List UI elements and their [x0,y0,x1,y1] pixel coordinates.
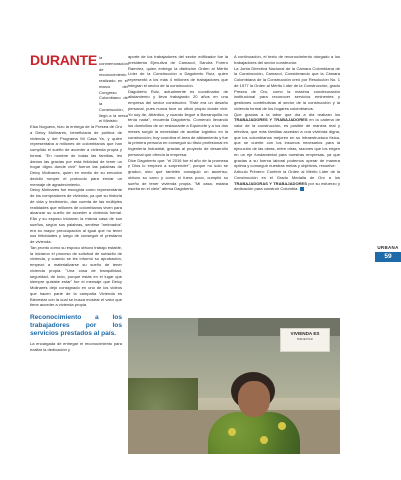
article-photo [128,318,340,454]
lead-text: la conmemoración de reconocimiento realizado en el marco del Congreso Colombiano de la Construcción, llegó a la mesa el Ministro [99,55,128,124]
photo-flower [278,422,286,430]
paragraph: Tan pronto como su esposo obtuvo trabajo estable, la iniciaron el proceso de solicitud de subsidio de vivienda, y cuando se les informó su aprobación, empezó a materializarse su sueño de tener vivienda propia. "Una cosa de tranquilidad, seguridad, de todo, porque estás en el lugar que siempre quisiste estar" fue el mensaje que Deicy Molinares dejó consignado en uno de los videos que hacen parte de la campaña Vivienda es Bienestar con la cual se busca mostrar el valor que tiene acceder a vivienda propia. [30,244,122,308]
photo-flower [228,428,236,436]
article-column-2 [128,54,228,192]
text-run: por su esfuerzo y dedicación para construir Colombia. [234,180,340,192]
paragraph: Dagoberto Ruiz, actualmente es coordinador de alistamiento y lleva trabajando 20 años en una empresa del sector constructor. "Este era un desafío personal, pues nunca tuve un oficio propio donde vivir. Yo soy de, Atlántico, y cuando llegué a Barranquilla no tenía nada", recuerda Dagoberto. Comenzó llevando los domicilios de un restaurante a Equinorte y a los dos meses surgió la necesidad de auxiliar logístico en la construcción; hoy coordina el área de alistamiento y fue la primera persona en conseguir su título profesional en Ingeniería Industrial, gracias al proyecto de desarrollo personal que ofrecía la empresa. [128,88,228,157]
paragraph: La encargada de entregar el reconocimiento para exaltar la dedicación y [30,341,122,352]
page-number: 59 [375,252,401,262]
paragraph: Deicy Molinares fue escogida como representante de los compradores de vivienda, ya que su historia de vida y testimonio, dan cuenta de las múltiples realidades que millones de colombianos viven para alcanzar su sueño de acceder a vivienda formal. Ella y su esposo iniciaron la misma casa de sus sueños, según sus palabras, sentirse "arrimados" era su mayor preocupación al igual que no tener sus felicidades y luego de conseguir el préstamo de vivienda. [30,187,122,244]
paragraph: La Junta Directiva Nacional de la Cámara Colombiana de la Construcción, Camacol, Considerando que la Cámara Colombiana de la Construcción creó por Resolución No. 1 de 1977 la Orden al Mérito Líder de la Construcción, grado Presea de Oro, como la máxima condecoración institucional para reconocer servicios eminentes y gestiones contributivas al sector de la construcción y la vivienda formal de los hogares colombianos. [234,65,340,111]
photo-flower [260,436,268,444]
paragraph: A continuación, el texto de reconocimiento otorgado a los trabajadores del sector constructor. [234,54,340,65]
emphasis-text: TRABAJADORES Y TRABAJADORES [234,117,308,123]
article-lead [30,52,128,124]
photo-person-face [238,381,270,417]
text-run: en la cadena de valor de la construcción, es posible de manera real y efectiva, que más familias accedan a una vivienda digna, que los colombianos mejoren en su infraestructura física, que se cuente con los insumos necesarios para la ejecución de las obras, entre otras, razones que los erigen en un eje fundamental para nuestras empresas, ya que gracias a su fuerza laboral podemos operar de manera óptima y conseguir nuestras metas y objetivos, resuelve: [234,117,340,169]
paragraph: Elsa Noguera, hizo la entrega de la Presea de Oro a Deicy Molinares, beneficiaria de política de vivienda y del Programa Mi Casa Ya, y quien representaba a millones de colombianos que han cumplido el sueño de acceder a vivienda propia y formal. "En nombre de todas las familias, les damos las gracias por esta felicidad de tener un hogar digno donde vivir" fueron las palabras de Deicy Molinares, quien en medio de su emoción decidió romper el protocolo para enviar un mensaje de agradecimiento. [30,124,122,187]
section-tab [375,244,401,262]
article-column-1 [30,52,128,353]
paragraph [234,112,340,170]
photo-sign-subtext: BIENESTAR [297,337,313,341]
paragraph [234,169,340,192]
end-of-article-icon [300,187,304,191]
emphasis-text: TRABAJADORAS Y TRABAJADORES [234,180,307,186]
photo-sign-text: VIVIENDA ES [290,331,320,336]
drop-word: DURANTE [30,52,98,68]
paragraph: aporte de los trabajadores del sector edificador fue la presidenta Ejecutiva de Camacol, Sandra Forero Ramírez, quien entregó la distinción Orden al Mérito Líder de la Construcción a Dagoberto Ruiz, quien representó a los más 4 millones de trabajadores que integran el sector de la construcción. [128,54,228,88]
text-run: Artículo Primero: Conferir la Orden al Mérito Líder de la Construcción en el Grado Medalla de Oro a los [234,169,340,180]
paragraph: Dice Dagoberto que: "el 2016 fue el año de la promesa y Dios lo empezó a sorprender", porque no solo se graduó, sino que también consiguió un ascenso, obtuvo su carro y como si fuera poco, cumplió su sueño de tener vivienda propia. "Mi casa, estaba escrita en el cielo" afirma Dagoberto. [128,157,228,192]
photo-person-body [208,412,300,454]
text-run: Que gracias a la labor que día a día realizan los [234,111,340,117]
section-name: URBANA [377,245,399,250]
article-column-3 [234,54,340,192]
section-subhead: Reconocimiento a los trabajadores por los servicios prestados al país. [30,314,122,337]
